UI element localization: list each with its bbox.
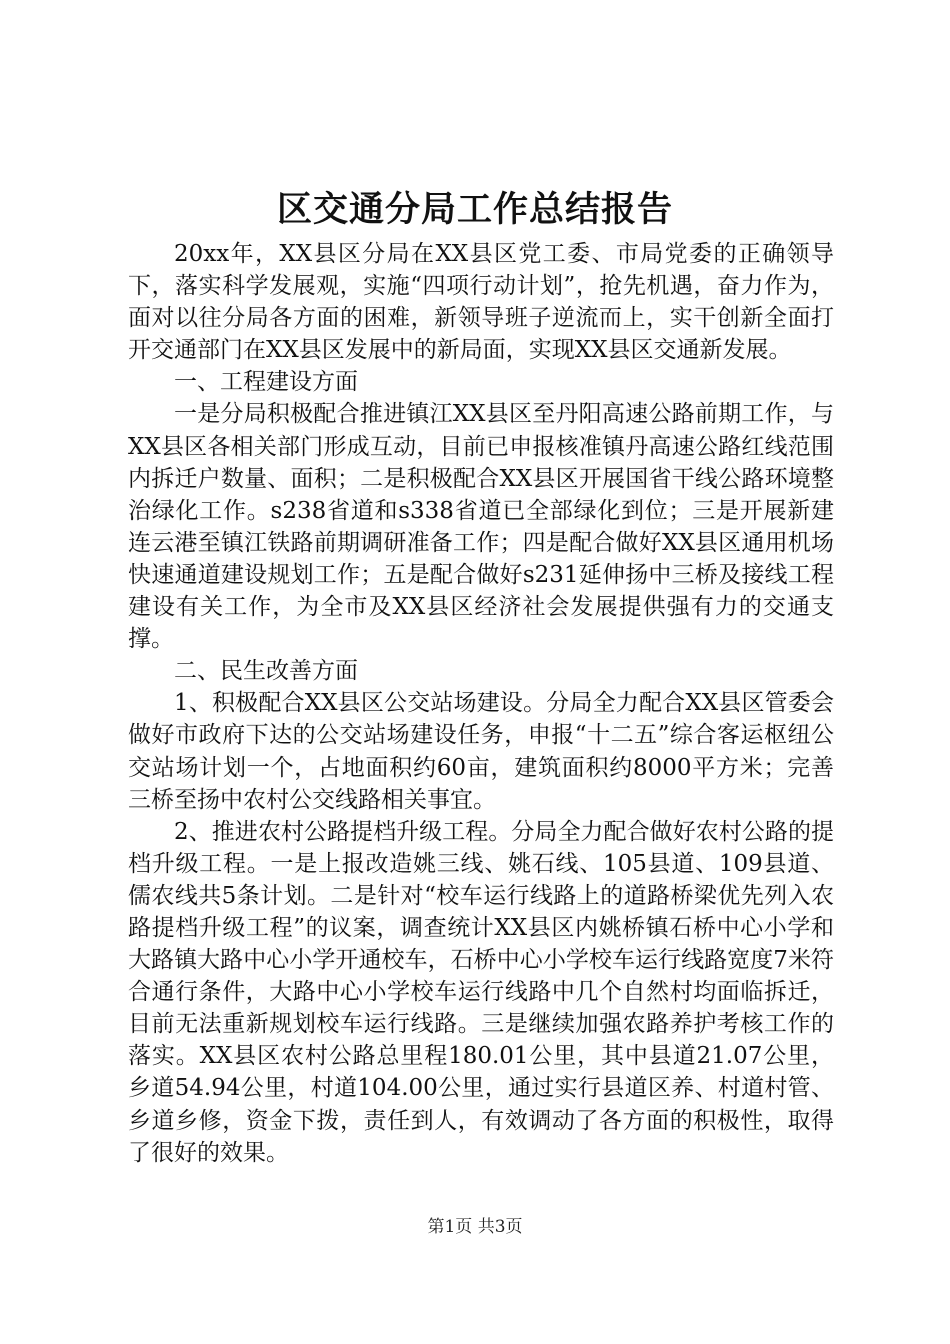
- document-body: [128, 238, 834, 1169]
- engineering-paragraph: 一是分局积极配合推进镇江XX县区至丹阳高速公路前期工作，与XX县区各相关部门形成互动，目前已申报核准镇丹高速公路红线范围内拆迁户数量、面积；二是积极配合XX县区开展国省干线公路环境整治绿化工作。s238省道和s338省道已全部绿化到位；三是开展新建连云港至镇江铁路前期调研准备工作；四是配合做好XX县区通用机场快速通道建设规划工作；五是配合做好s231延伸扬中三桥及接线工程建设有关工作，为全市及XX县区经济社会发展提供强有力的交通支撑。: [128, 401, 834, 653]
- rural-road-paragraph: 2、推进农村公路提档升级工程。分局全力配合做好农村公路的提档升级工程。一是上报改造姚三线、姚石线、105县道、109县道、儒农线共5条计划。二是针对“校车运行线路上的道路桥梁优先列入农路提档升级工程”的议案，调查统计XX县区内姚桥镇石桥中心小学和大路镇大路中心小学开通校车，石桥中心小学校车运行线路宽度7米符合通行条件，大路中心小学校车运行线路中几个自然村均面临拆迁，目前无法重新规划校车运行线路。三是继续加强农路养护考核工作的落实。XX县区农村公路总里程180.01公里，其中县道21.07公里，乡道54.94公里，村道104.00公里，通过实行县道区养、村道村管、乡道乡修，资金下拨，责任到人，有效调动了各方面的积极性，取得了很好的效果。: [128, 818, 834, 1166]
- document-title: 区交通分局工作总结报告: [276, 189, 673, 230]
- section-heading-livelihood: 二、民生改善方面: [174, 658, 358, 685]
- section-heading-engineering: 一、工程建设方面: [174, 369, 358, 396]
- bus-station-paragraph: 1、积极配合XX县区公交站场建设。分局全力配合XX县区管委会做好市政府下达的公交站场建设任务，申报“十二五”综合客运枢纽公交站场计划一个，占地面积约60亩，建筑面积约8000平方米；完善三桥至扬中农村公交线路相关事宜。: [128, 690, 834, 813]
- page-footer: 第1页 共3页: [427, 1217, 523, 1237]
- intro-paragraph: 20xx年，XX县区分局在XX县区党工委、市局党委的正确领导下，落实科学发展观，实施“四项行动计划”，抢先机遇，奋力作为，面对以往分局各方面的困难，新领导班子逆流而上，实干创新全面打开交通部门在XX县区发展中的新局面，实现XX县区交通新发展。: [128, 241, 834, 364]
